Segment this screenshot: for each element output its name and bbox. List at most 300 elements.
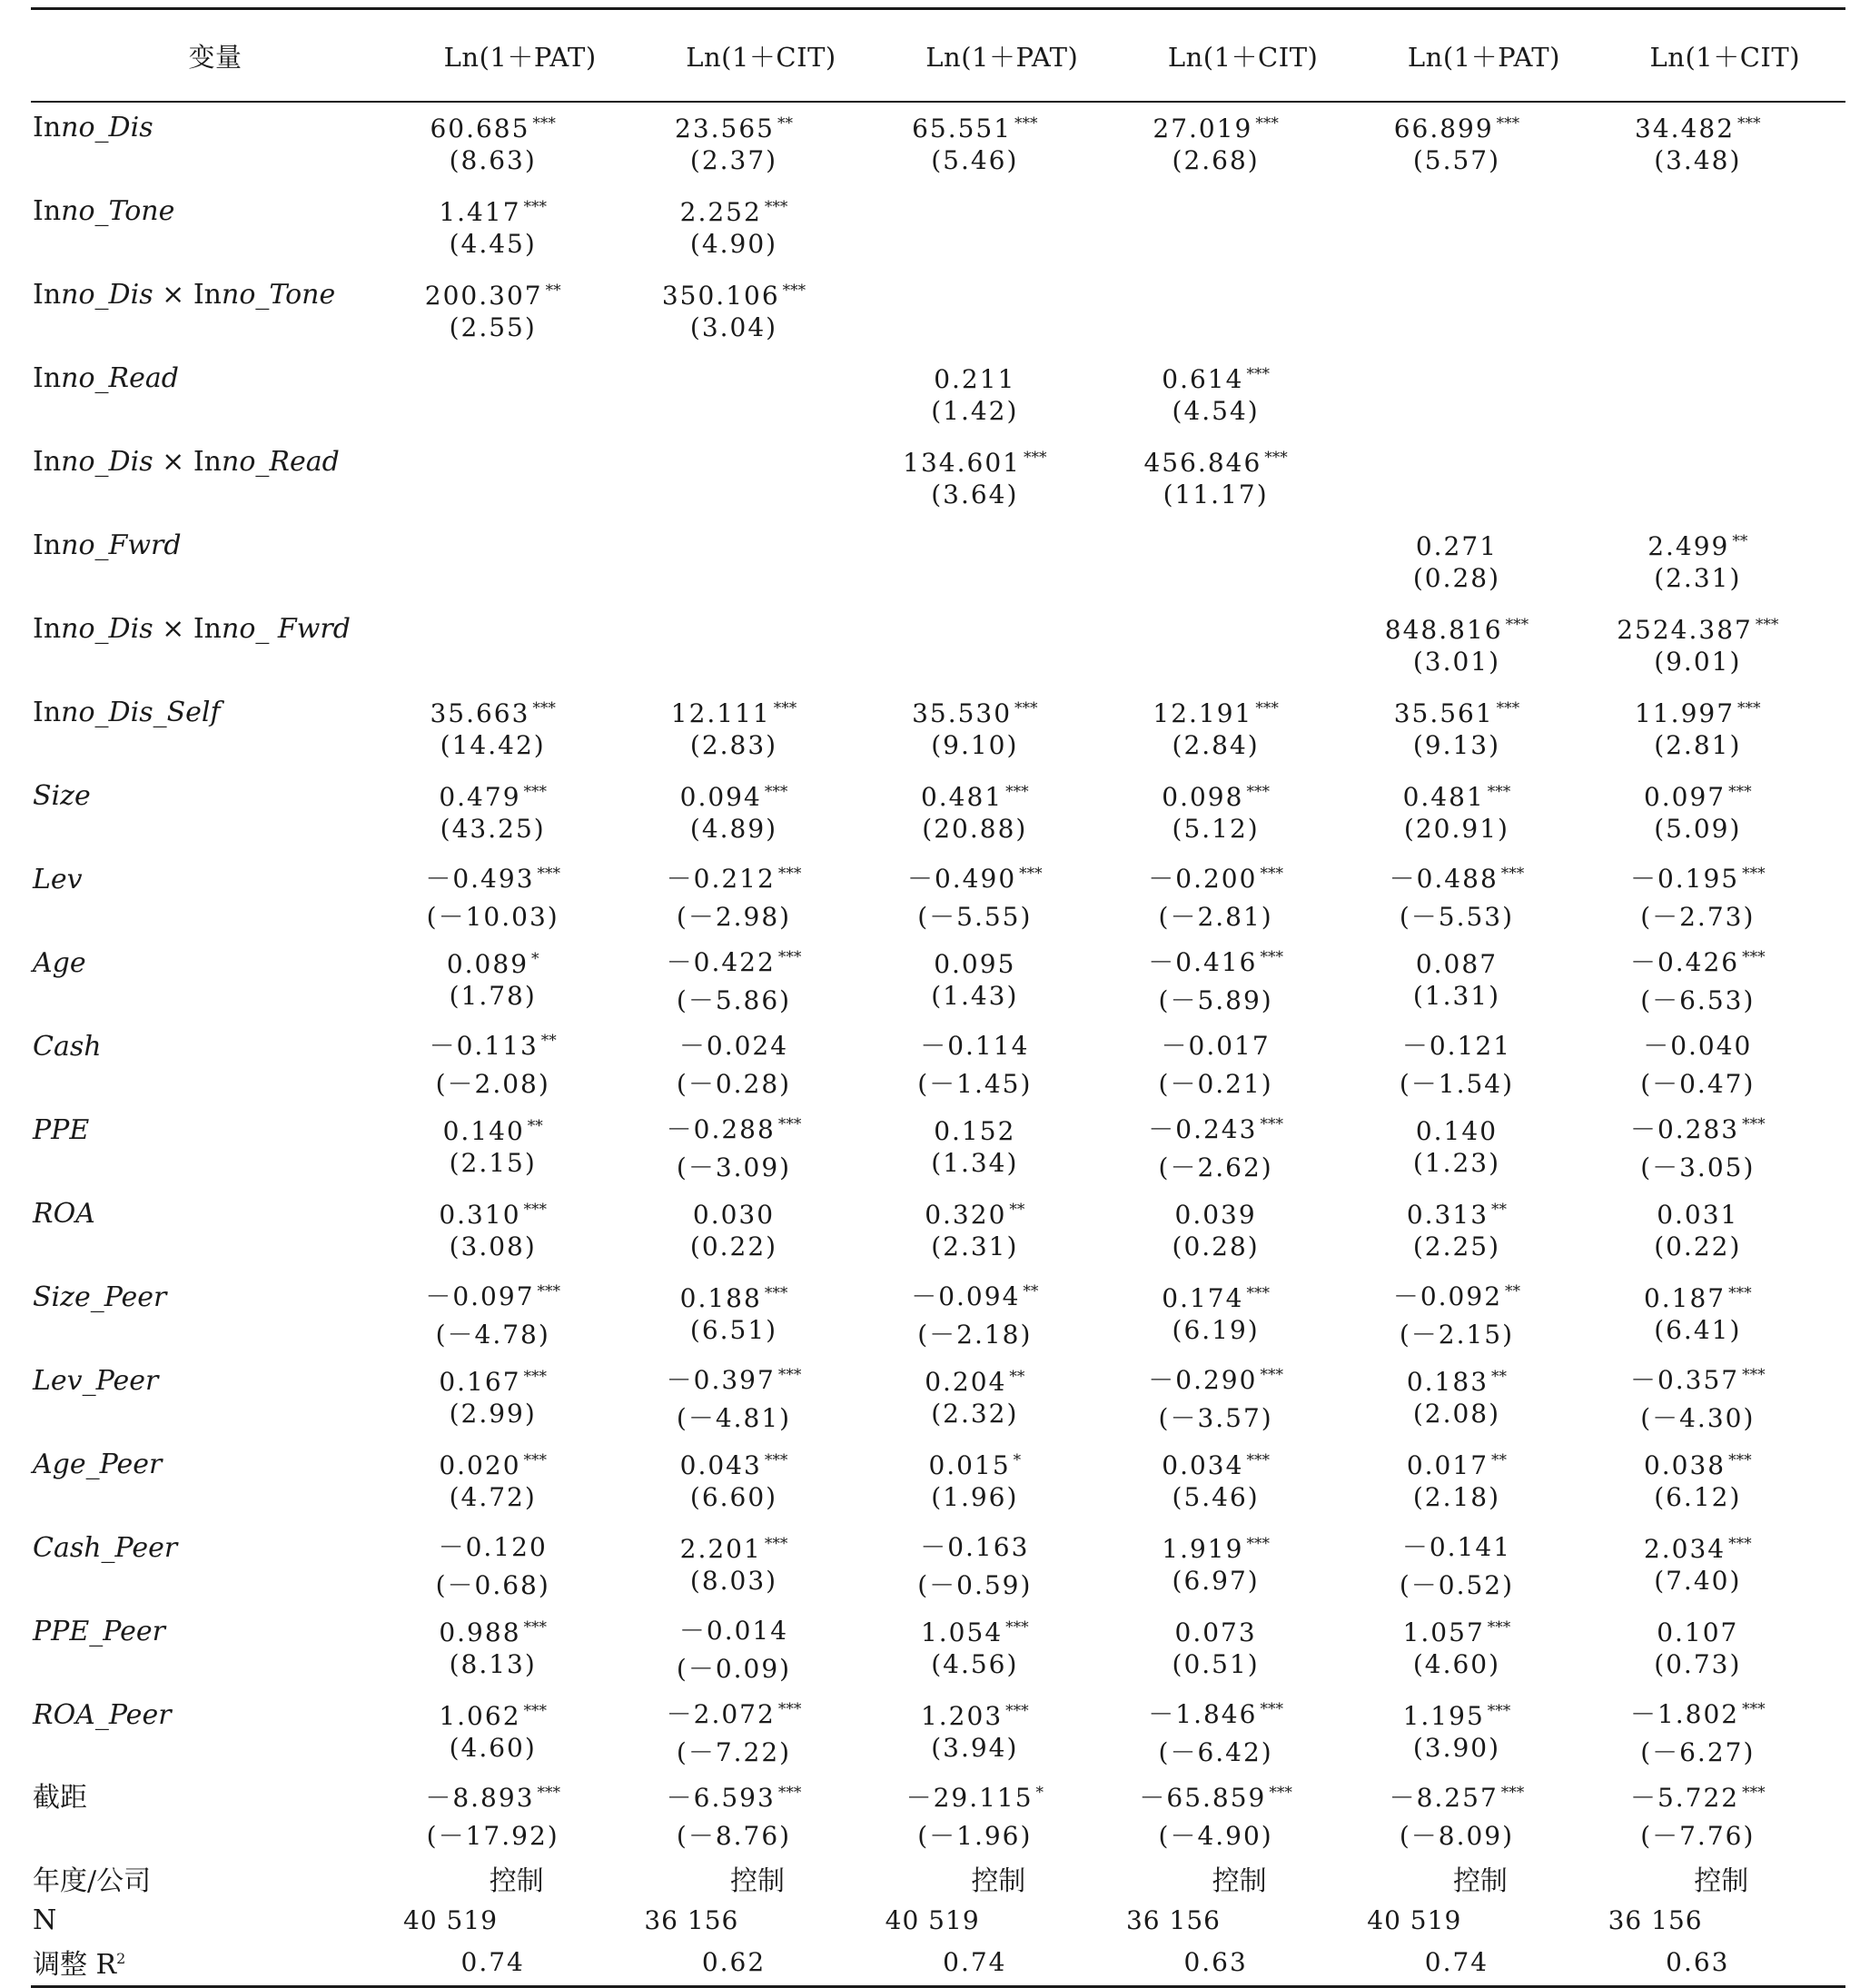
coefficient-cell: 0.174 ***: [1162, 1283, 1270, 1313]
adjusted-r2-cell: 0.74: [882, 1941, 1123, 1987]
table-row: [31, 1063, 1845, 1105]
t-stat-cell: (6.97): [1172, 1566, 1260, 1596]
significance-stars: ***: [1264, 448, 1288, 467]
t-stat-cell: (－2.62): [1158, 1152, 1273, 1182]
coefficient-cell: 848.816 ***: [1384, 615, 1529, 645]
coefficient-cell: 350.106 ***: [661, 281, 806, 311]
variable-label: Lev: [33, 864, 83, 895]
t-stat-cell: (0.22): [1654, 1231, 1742, 1261]
coefficient-cell: 12.111 ***: [670, 698, 797, 728]
t-stat-cell: (2.68): [1172, 145, 1260, 175]
table-row: [31, 562, 1845, 604]
t-stat-cell: (1.23): [1412, 1148, 1501, 1178]
table-row: [31, 896, 1845, 938]
significance-stars: ***: [1487, 1617, 1511, 1637]
variable-label: Inno_Dis: [33, 112, 153, 143]
t-stat-cell: (2.31): [1654, 563, 1742, 593]
coefficient-cell: 60.685 ***: [430, 114, 556, 143]
t-stat-cell: (6.51): [689, 1315, 778, 1345]
coefficient-cell: －0.097 ***: [425, 1281, 561, 1311]
significance-stars: **: [545, 281, 561, 300]
table-row: [31, 1272, 1845, 1314]
significance-stars: ***: [1260, 1365, 1283, 1384]
coefficient-cell: －0.357 ***: [1629, 1365, 1766, 1395]
significance-stars: ***: [1255, 698, 1279, 717]
t-stat-cell: [640, 395, 881, 437]
coefficient-cell: 0.030: [692, 1200, 776, 1230]
t-stat-cell: (0.28): [1412, 563, 1501, 593]
t-stat-cell: (1.42): [931, 396, 1019, 426]
significance-stars: ***: [1014, 114, 1038, 133]
significance-stars: ***: [1500, 1783, 1525, 1802]
table-row: [31, 855, 1845, 896]
coefficient-cell: 1.057 ***: [1402, 1617, 1511, 1647]
significance-stars: ***: [1019, 864, 1043, 883]
coefficient-cell: －0.490 ***: [906, 864, 1043, 894]
t-stat-cell: (6.41): [1654, 1315, 1742, 1345]
t-stat-cell: (5.12): [1172, 814, 1260, 844]
observations-cell: 40 519: [1367, 1904, 1462, 1935]
coefficient-cell: 0.087: [1415, 949, 1499, 979]
coefficient-cell: －0.212 ***: [666, 864, 802, 894]
variable-label: Cash_Peer: [33, 1532, 178, 1564]
table-row: [31, 228, 1845, 270]
significance-stars: ***: [777, 1699, 802, 1718]
t-stat-cell: (1.43): [931, 981, 1019, 1011]
t-stat-cell: (3.04): [689, 312, 778, 342]
significance-stars: ***: [1742, 1783, 1766, 1802]
observations-cell: 40 519: [885, 1904, 980, 1935]
significance-stars: ***: [777, 947, 802, 966]
coefficient-cell: 0.089 *: [446, 949, 539, 979]
t-stat-cell: (4.90): [689, 229, 778, 259]
t-stat-cell: [882, 646, 1123, 687]
variable-header: 变量: [31, 9, 400, 103]
t-stat-cell: (－7.76): [1640, 1821, 1756, 1851]
controls-cell: 控制: [1452, 1865, 1508, 1897]
significance-stars: ***: [1737, 698, 1761, 717]
significance-stars: ***: [1005, 1701, 1029, 1720]
significance-stars: ***: [1728, 1450, 1752, 1469]
t-stat-cell: (11.17): [1162, 480, 1269, 509]
coefficient-cell: －0.094 **: [911, 1281, 1039, 1311]
significance-stars: ***: [1246, 782, 1270, 801]
coefficient-cell: [1123, 604, 1363, 646]
t-stat-cell: (－7.22): [676, 1737, 792, 1767]
coefficient-cell: 0.140 **: [442, 1116, 543, 1146]
t-stat-cell: (－0.09): [676, 1654, 792, 1684]
coefficient-cell: 0.015 *: [928, 1450, 1022, 1480]
t-stat-cell: (－5.53): [1399, 902, 1515, 932]
significance-stars: ***: [777, 1783, 802, 1802]
significance-stars: ***: [777, 1365, 802, 1384]
table-row: [31, 144, 1845, 186]
t-stat-cell: [1363, 228, 1604, 270]
coefficient-cell: 0.031: [1657, 1200, 1739, 1230]
t-stat-cell: (9.01): [1654, 647, 1742, 677]
coefficient-cell: 0.481 ***: [920, 782, 1029, 812]
adjusted-r2-cell: 0.74: [400, 1941, 640, 1987]
t-stat-cell: (－2.08): [435, 1069, 550, 1099]
coefficient-cell: 0.211: [934, 364, 1016, 394]
table-row: [31, 186, 1845, 228]
coefficient-cell: －0.488 ***: [1389, 864, 1525, 894]
significance-stars: ***: [1246, 364, 1270, 383]
t-stat-cell: (1.31): [1412, 981, 1501, 1011]
significance-stars: ***: [523, 1450, 548, 1469]
t-stat-cell: (4.60): [1412, 1649, 1501, 1679]
significance-stars: ***: [1260, 864, 1283, 883]
significance-stars: **: [777, 114, 793, 133]
significance-stars: ***: [764, 782, 788, 801]
coefficient-cell: [640, 437, 881, 479]
significance-stars: ***: [1742, 1114, 1766, 1133]
table-row: [31, 1815, 1845, 1857]
coefficient-cell: －0.416 ***: [1148, 947, 1283, 977]
significance-stars: **: [1009, 1200, 1025, 1219]
coefficient-cell: －0.120: [438, 1532, 548, 1562]
t-stat-cell: (3.94): [931, 1733, 1019, 1763]
coefficient-cell: －0.288 ***: [666, 1114, 802, 1144]
significance-stars: ***: [537, 1281, 561, 1301]
significance-stars: ***: [1496, 114, 1520, 133]
coefficient-cell: [882, 604, 1123, 646]
coefficient-cell: 34.482 ***: [1635, 114, 1761, 143]
significance-stars: ***: [1728, 1534, 1752, 1553]
t-stat-cell: (5.46): [1172, 1482, 1260, 1512]
significance-stars: *: [1013, 1450, 1022, 1469]
significance-stars: ***: [1755, 615, 1779, 634]
significance-stars: ***: [1496, 698, 1520, 717]
t-stat-cell: (－17.92): [426, 1821, 559, 1851]
coefficient-cell: [1363, 437, 1604, 479]
significance-stars: ***: [764, 1450, 788, 1469]
coefficient-cell: －5.722 ***: [1629, 1783, 1766, 1813]
t-stat-cell: (2.81): [1654, 730, 1742, 760]
significance-stars: **: [540, 1031, 557, 1050]
t-stat-cell: (0.28): [1172, 1231, 1260, 1261]
coefficient-cell: 0.479 ***: [439, 782, 548, 812]
coefficient-cell: －0.141: [1401, 1532, 1512, 1562]
significance-stars: ***: [532, 698, 556, 717]
significance-stars: ***: [1023, 448, 1047, 467]
t-stat-cell: (－0.28): [676, 1069, 792, 1099]
t-stat-cell: [1605, 479, 1845, 520]
coefficient-cell: 0.271: [1415, 531, 1499, 561]
table-row: [31, 1774, 1845, 1815]
table-row: [31, 646, 1845, 687]
coefficient-cell: 0.038 ***: [1643, 1450, 1752, 1480]
table-row: [31, 604, 1845, 646]
coefficient-cell: [1363, 186, 1604, 228]
significance-stars: ***: [1742, 864, 1766, 883]
coefficient-cell: 1.203 ***: [920, 1701, 1029, 1731]
observations-row: [31, 1899, 1845, 1941]
t-stat-cell: (7.40): [1654, 1566, 1742, 1596]
table-row: [31, 353, 1845, 395]
coefficient-cell: 2.201 ***: [679, 1534, 788, 1564]
table-row: [31, 980, 1845, 1022]
variable-label: Inno_Dis_Self: [33, 697, 221, 728]
t-stat-cell: (1.34): [931, 1148, 1019, 1178]
coefficient-cell: 0.167 ***: [439, 1367, 548, 1397]
coefficient-cell: [1605, 186, 1845, 228]
table-row: [31, 312, 1845, 353]
table-row: [31, 1481, 1845, 1523]
t-stat-cell: (3.01): [1412, 647, 1501, 677]
coefficient-cell: [640, 353, 881, 395]
regression-table: [31, 7, 1845, 1988]
coefficient-cell: 0.320 **: [925, 1200, 1025, 1230]
t-stat-cell: [400, 646, 640, 687]
variable-label: Inno_Dis × Inno_Tone: [33, 279, 336, 311]
t-stat-cell: (4.60): [449, 1733, 537, 1763]
controls-cell: 控制: [1212, 1865, 1267, 1897]
significance-stars: ***: [1487, 1701, 1511, 1720]
significance-stars: ***: [1500, 864, 1525, 883]
coefficient-cell: 0.073: [1174, 1617, 1257, 1647]
table-row: [31, 270, 1845, 312]
table-row: [31, 395, 1845, 437]
coefficient-cell: －0.024: [678, 1031, 789, 1061]
t-stat-cell: (－6.42): [1158, 1737, 1273, 1767]
coefficient-cell: 0.988 ***: [439, 1617, 548, 1647]
t-stat-cell: (0.51): [1172, 1649, 1260, 1679]
coefficient-cell: [400, 520, 640, 562]
significance-stars: ***: [1728, 1283, 1752, 1302]
t-stat-cell: (8.03): [689, 1566, 778, 1596]
t-stat-cell: (9.13): [1412, 730, 1501, 760]
t-stat-cell: [640, 479, 881, 520]
t-stat-cell: (－0.68): [435, 1570, 550, 1600]
column-header: Ln(1＋PAT): [882, 9, 1123, 103]
significance-stars: ***: [1487, 782, 1511, 801]
t-stat-cell: (20.88): [922, 814, 1028, 844]
significance-stars: **: [1023, 1281, 1039, 1301]
t-stat-cell: [1605, 395, 1845, 437]
coefficient-cell: 1.417 ***: [439, 197, 548, 227]
coefficient-cell: －0.163: [920, 1532, 1030, 1562]
t-stat-cell: (9.10): [931, 730, 1019, 760]
t-stat-cell: [882, 562, 1123, 604]
table-row: [31, 1523, 1845, 1565]
t-stat-cell: (6.19): [1172, 1315, 1260, 1345]
t-stat-cell: [400, 395, 640, 437]
significance-stars: ***: [537, 864, 561, 883]
coefficient-cell: 200.307 **: [424, 281, 561, 311]
coefficient-cell: [1363, 270, 1604, 312]
table-row: [31, 437, 1845, 479]
coefficient-cell: 0.614 ***: [1162, 364, 1270, 394]
coefficient-cell: [1123, 520, 1363, 562]
coefficient-cell: －0.426 ***: [1629, 947, 1766, 977]
t-stat-cell: (－6.53): [1640, 985, 1756, 1015]
t-stat-cell: (5.46): [931, 145, 1019, 175]
significance-stars: ***: [777, 1114, 802, 1133]
t-stat-cell: (－1.54): [1399, 1069, 1515, 1099]
coefficient-cell: 2.499 **: [1647, 531, 1748, 561]
t-stat-cell: (－1.96): [917, 1821, 1033, 1851]
coefficient-cell: [1363, 353, 1604, 395]
table-row: [31, 1439, 1845, 1481]
t-stat-cell: (－8.76): [676, 1821, 792, 1851]
t-stat-cell: [1605, 228, 1845, 270]
t-stat-cell: (－3.57): [1158, 1403, 1273, 1433]
coefficient-cell: [1605, 437, 1845, 479]
significance-stars: **: [527, 1116, 543, 1135]
observations-cell: 36 156: [1608, 1904, 1703, 1935]
variable-label: Inno_Tone: [33, 195, 175, 227]
t-stat-cell: [1363, 312, 1604, 353]
t-stat-cell: (1.96): [931, 1482, 1019, 1512]
adjusted-r2-label: 调整 $R^2$: [31, 1941, 400, 1987]
table-row: [31, 102, 1845, 144]
t-stat-cell: (－4.81): [676, 1403, 792, 1433]
variable-label: Inno_Dis × Inno_ Fwrd: [33, 613, 351, 645]
t-stat-cell: (4.45): [449, 229, 537, 259]
t-stat-cell: (－0.52): [1399, 1570, 1515, 1600]
coefficient-cell: 2.034 ***: [1643, 1534, 1752, 1564]
t-stat-cell: (－4.78): [435, 1320, 550, 1350]
column-header: Ln(1＋CIT): [1123, 9, 1363, 103]
t-stat-cell: (－0.59): [917, 1570, 1033, 1600]
t-stat-cell: [400, 562, 640, 604]
significance-stars: ***: [523, 1367, 548, 1386]
coefficient-cell: 11.997 ***: [1635, 698, 1761, 728]
significance-stars: ***: [523, 782, 548, 801]
significance-stars: ***: [1742, 1699, 1766, 1718]
adjusted-r2-cell: 0.63: [1123, 1941, 1363, 1987]
coefficient-cell: －29.115 *: [905, 1783, 1044, 1813]
table-row: [31, 1732, 1845, 1774]
t-stat-cell: (－5.55): [917, 902, 1033, 932]
coefficient-cell: 66.899 ***: [1393, 114, 1520, 143]
t-stat-cell: (2.84): [1172, 730, 1260, 760]
observations-cell: 36 156: [1125, 1904, 1221, 1935]
t-stat-cell: (3.48): [1654, 145, 1742, 175]
t-stat-cell: [640, 562, 881, 604]
coefficient-cell: －65.859 ***: [1139, 1783, 1292, 1813]
significance-stars: ***: [532, 114, 556, 133]
coefficient-cell: －0.283 ***: [1629, 1114, 1766, 1144]
coefficient-cell: 0.313 **: [1406, 1200, 1508, 1230]
adjusted-r2-row: [31, 1941, 1845, 1987]
table-row: [31, 1648, 1845, 1690]
t-stat-cell: (8.63): [449, 145, 537, 175]
coefficient-cell: 12.191 ***: [1153, 698, 1279, 728]
t-stat-cell: (3.64): [931, 480, 1019, 509]
coefficient-cell: －0.290 ***: [1148, 1365, 1283, 1395]
coefficient-cell: －0.113 **: [429, 1031, 557, 1061]
variable-label: Size: [33, 780, 91, 812]
t-stat-cell: [400, 479, 640, 520]
coefficient-cell: 1.054 ***: [920, 1617, 1029, 1647]
t-stat-cell: (－3.09): [676, 1152, 792, 1182]
observations-label: N: [33, 1904, 57, 1936]
t-stat-cell: [1123, 562, 1363, 604]
t-stat-cell: (－10.03): [426, 902, 559, 932]
table-row: [31, 1105, 1845, 1147]
significance-stars: ***: [1742, 1365, 1766, 1384]
t-stat-cell: (2.08): [1412, 1399, 1501, 1429]
coefficient-cell: 0.043 ***: [679, 1450, 788, 1480]
significance-stars: *: [531, 949, 539, 968]
table-row: [31, 1314, 1845, 1356]
controls-cell: 控制: [489, 1865, 544, 1897]
t-stat-cell: [882, 228, 1123, 270]
coefficient-cell: －0.014: [678, 1616, 789, 1646]
coefficient-cell: 0.481 ***: [1402, 782, 1511, 812]
variable-label: Inno_Fwrd: [33, 529, 182, 561]
t-stat-cell: (－6.27): [1640, 1737, 1756, 1767]
variable-label: Size_Peer: [33, 1281, 167, 1313]
observations-cell: 40 519: [403, 1904, 499, 1935]
coefficient-cell: －1.846 ***: [1148, 1699, 1283, 1729]
variable-label: Age: [33, 947, 86, 979]
controls-label: 年度/公司: [33, 1865, 152, 1897]
table-row: [31, 1690, 1845, 1732]
t-stat-cell: (2.83): [689, 730, 778, 760]
t-stat-cell: (4.89): [689, 814, 778, 844]
adjusted-r2-cell: 0.74: [1363, 1941, 1604, 1987]
coefficient-cell: 0.098 ***: [1162, 782, 1270, 812]
coefficient-cell: －0.200 ***: [1148, 864, 1283, 894]
significance-stars: **: [1505, 1281, 1521, 1301]
table-row: [31, 1607, 1845, 1648]
t-stat-cell: (20.91): [1403, 814, 1509, 844]
coefficient-cell: 23.565 **: [675, 114, 793, 143]
significance-stars: ***: [1269, 1783, 1292, 1802]
variable-label: Cash: [33, 1031, 102, 1063]
table-row: [31, 771, 1845, 813]
coefficient-cell: 0.095: [934, 949, 1016, 979]
significance-stars: ***: [523, 1200, 548, 1219]
adjusted-r2-cell: 0.62: [640, 1941, 881, 1987]
coefficient-cell: [1123, 270, 1363, 312]
t-stat-cell: (－2.15): [1399, 1320, 1515, 1350]
significance-stars: ***: [1246, 1283, 1270, 1302]
significance-stars: ***: [523, 197, 548, 216]
table-row: [31, 520, 1845, 562]
t-stat-cell: [640, 646, 881, 687]
table-body: [31, 9, 1845, 1987]
t-stat-cell: [1363, 395, 1604, 437]
significance-stars: *: [1035, 1783, 1044, 1802]
t-stat-cell: [1363, 479, 1604, 520]
significance-stars: ***: [777, 864, 802, 883]
t-stat-cell: (－4.90): [1158, 1821, 1273, 1851]
t-stat-cell: (2.15): [449, 1148, 537, 1178]
t-stat-cell: (－5.86): [676, 985, 792, 1015]
t-stat-cell: (5.09): [1654, 814, 1742, 844]
t-stat-cell: (2.37): [689, 145, 778, 175]
coefficient-cell: 2.252 ***: [679, 197, 788, 227]
coefficient-cell: 134.601 ***: [903, 448, 1047, 478]
header-row: [31, 9, 1845, 103]
significance-stars: ***: [1005, 782, 1029, 801]
variable-label: ROA_Peer: [33, 1699, 172, 1731]
table-row: [31, 938, 1845, 980]
t-stat-cell: (－4.30): [1640, 1403, 1756, 1433]
coefficient-cell: 35.561 ***: [1393, 698, 1520, 728]
significance-stars: ***: [1246, 1534, 1270, 1553]
table-row: [31, 1022, 1845, 1063]
significance-stars: ***: [523, 1701, 548, 1720]
coefficient-cell: 0.107: [1657, 1617, 1739, 1647]
coefficient-cell: －0.195 ***: [1629, 864, 1766, 894]
significance-stars: ***: [1505, 615, 1529, 634]
t-stat-cell: (4.54): [1172, 396, 1260, 426]
